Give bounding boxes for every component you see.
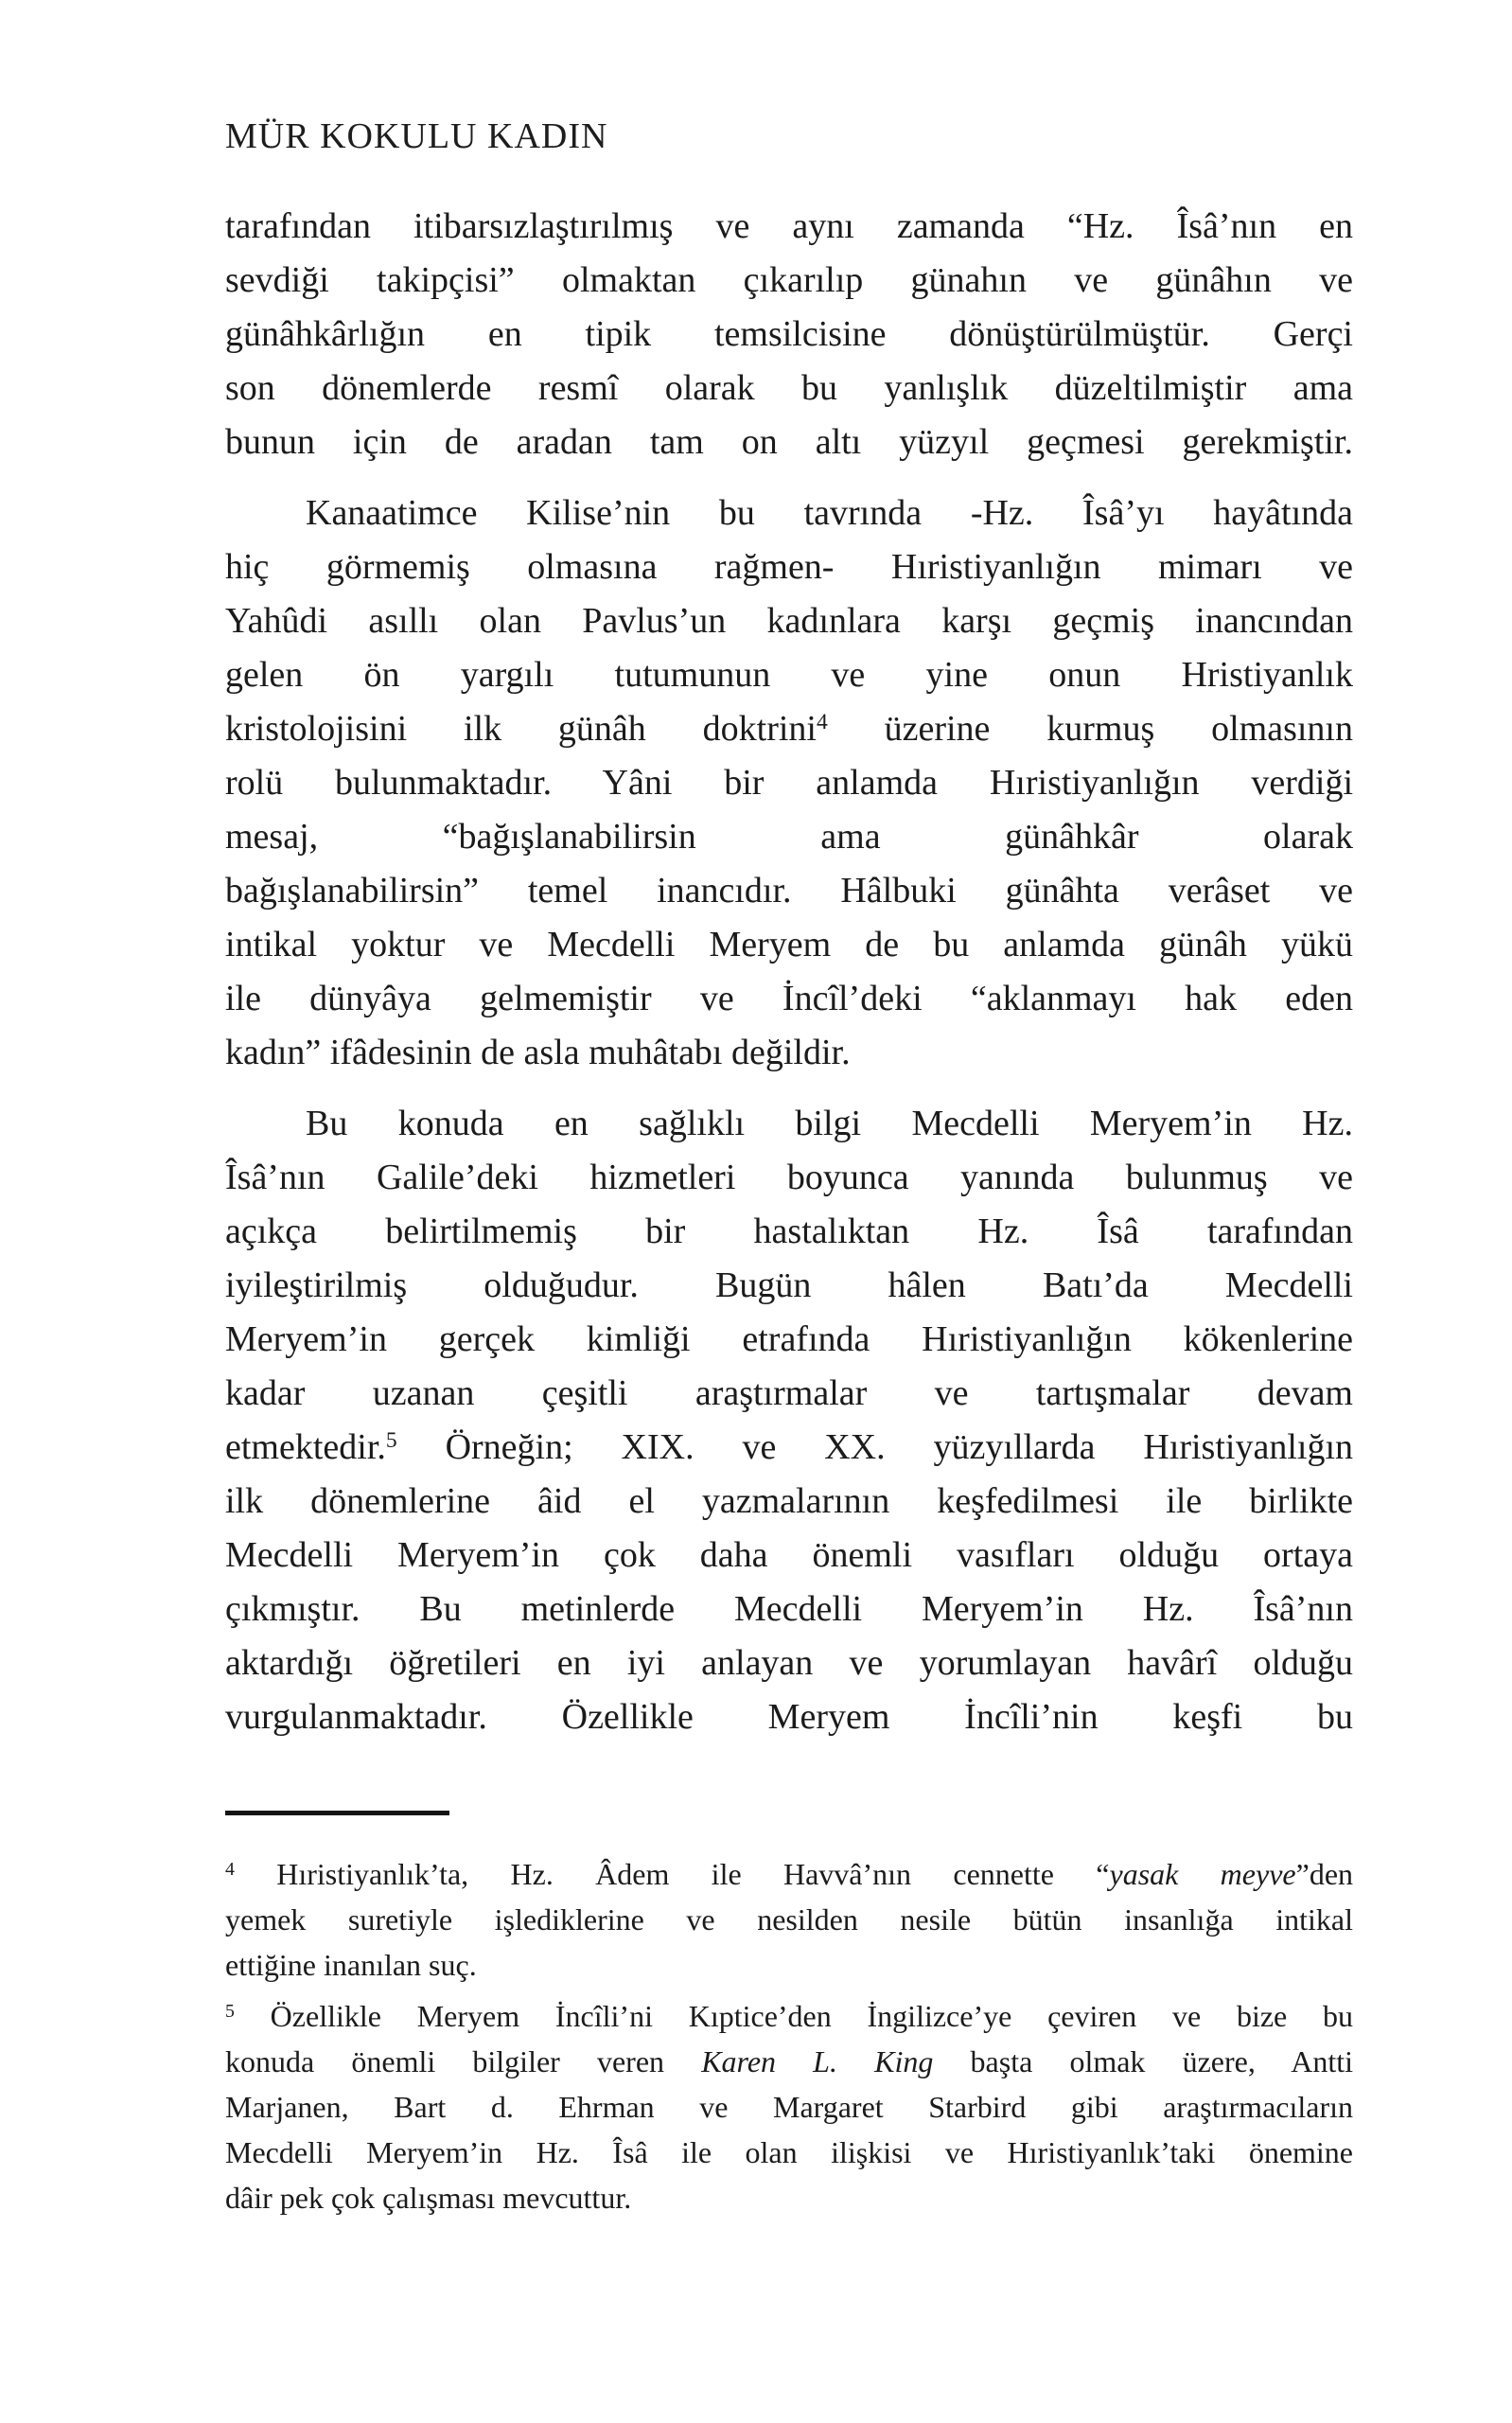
body-text-line xyxy=(225,200,1353,254)
footnote-reference-number: 4 xyxy=(816,710,828,735)
body-text-line xyxy=(225,308,1353,362)
body-text-line xyxy=(225,540,1353,594)
paragraph xyxy=(225,200,1353,469)
text-segment: ettiğine inanılan suç. xyxy=(225,1948,477,1982)
text-segment: Örneğin; XIX. ve XX. yüzyıllarda Hıristiyanlığın xyxy=(396,1427,1353,1467)
text-segment: Hıristiyanlık’ta, Hz. Âdem ile Havvâ’nın cennette “ xyxy=(234,1857,1110,1891)
body-text-line xyxy=(225,1636,1353,1690)
body-text-line xyxy=(225,1475,1353,1529)
text-segment: Îsâ’nın Galile’deki hizmetleri boyunca yanında bulunmuş ve xyxy=(225,1158,1353,1197)
text-segment: Bu konuda en sağlıklı bilgi Mecdelli Meryem’in Hz. xyxy=(306,1104,1353,1143)
text-segment: gelen ön yargılı tutumunun ve yine onun Hristiyanlık xyxy=(225,655,1353,695)
text-segment: iyileştirilmiş olduğudur. Bugün hâlen Batı’da Mecdelli xyxy=(225,1265,1353,1305)
text-segment: başta olmak üzere, Antti xyxy=(933,2044,1353,2078)
text-segment: Özellikle Meryem İncîli’ni Kıptice’den İngilizce’ye çeviren ve bize bu xyxy=(234,1999,1353,2033)
text-segment: ilk dönemlerine âid el yazmalarının keşfedilmesi ile birlikte xyxy=(225,1481,1353,1521)
text-segment: intikal yoktur ve Mecdelli Meryem de bu anlamda günâh yükü xyxy=(225,925,1353,964)
footnote-text-line xyxy=(225,2175,1353,2220)
text-segment: Marjanen, Bart d. Ehrman ve Margaret Starbird gibi araştırmacıların xyxy=(225,2090,1353,2124)
footnote xyxy=(225,1993,1353,2220)
footnote-separator xyxy=(225,1811,449,1815)
body-text-line xyxy=(225,648,1353,702)
body-text-line xyxy=(225,486,1353,540)
text-segment: ”den xyxy=(1295,1857,1353,1891)
text-segment: kadın” ifâdesinin de asla muhâtabı değildir. xyxy=(225,1033,851,1072)
text-segment: üzerine kurmuş olmasının xyxy=(827,709,1353,749)
body-text-line xyxy=(225,810,1353,864)
footnote-reference-number: 5 xyxy=(385,1428,397,1454)
footnote-text-line xyxy=(225,1897,1353,1942)
footnote-text-line xyxy=(225,1851,1353,1897)
text-segment: kristolojisini ilk günâh doktrini xyxy=(225,709,817,749)
body-text-line xyxy=(225,1259,1353,1313)
text-segment: bunun için de aradan tam on altı yüzyıl geçmesi gerekmiştir. xyxy=(225,422,1353,462)
body-text-line xyxy=(225,918,1353,972)
body-text-line xyxy=(225,1690,1353,1744)
text-segment: bağışlanabilirsin” temel inancıdır. Hâlbuki günâhta verâset ve xyxy=(225,871,1353,911)
text-segment: etmektedir. xyxy=(225,1427,386,1467)
body-text-line xyxy=(225,1367,1353,1421)
text-segment: aktardığı öğretileri en iyi anlayan ve yorumlayan havârî olduğu xyxy=(225,1643,1353,1683)
italic-text-segment: yasak meyve xyxy=(1109,1857,1296,1891)
body-text xyxy=(225,200,1353,1744)
paragraph xyxy=(225,486,1353,1080)
footnotes-section xyxy=(225,1851,1353,2220)
text-segment: kadar uzanan çeşitli araştırmalar ve tartışmalar devam xyxy=(225,1373,1353,1413)
footnote-text-line xyxy=(225,1942,1353,1988)
text-segment: Mecdelli Meryem’in Hz. Îsâ ile olan ilişkisi ve Hıristiyanlık’taki önemine xyxy=(225,2135,1353,2169)
body-text-line xyxy=(225,254,1353,308)
text-segment: rolü bulunmaktadır. Yâni bir anlamda Hıristiyanlığın verdiği xyxy=(225,763,1353,803)
text-segment: tarafından itibarsızlaştırılmış ve aynı zamanda “Hz. Îsâ’nın en xyxy=(225,206,1353,246)
text-segment: günâhkârlığın en tipik temsilcisine dönüştürülmüştür. Gerçi xyxy=(225,314,1353,354)
text-segment: hiç görmemiş olmasına rağmen- Hıristiyanlığın mimarı ve xyxy=(225,547,1353,587)
body-text-line xyxy=(225,594,1353,648)
body-text-line xyxy=(225,1151,1353,1205)
text-segment: son dönemlerde resmî olarak bu yanlışlık düzeltilmiştir ama xyxy=(225,368,1353,408)
body-text-line xyxy=(225,1529,1353,1583)
text-segment: mesaj, “bağışlanabilirsin ama günâhkâr olarak xyxy=(225,817,1353,857)
text-segment: Yahûdi asıllı olan Pavlus’un kadınlara karşı geçmiş inancından xyxy=(225,601,1353,641)
text-segment: konuda önemli bilgiler veren xyxy=(225,2044,702,2078)
body-text-line xyxy=(225,972,1353,1026)
text-segment: vurgulanmaktadır. Özellikle Meryem İncîli’nin keşfi bu xyxy=(225,1697,1353,1737)
body-text-line xyxy=(225,1313,1353,1367)
running-header: MÜR KOKULU KADIN xyxy=(225,116,608,156)
text-segment: açıkça belirtilmemiş bir hastalıktan Hz. Îsâ tarafından xyxy=(225,1212,1353,1251)
body-text-line xyxy=(225,702,1353,756)
footnote xyxy=(225,1851,1353,1988)
footnote-reference-number: 4 xyxy=(225,1859,235,1881)
body-text-line xyxy=(225,1205,1353,1259)
body-text-line xyxy=(225,1026,1353,1080)
text-segment: sevdiği takipçisi” olmaktan çıkarılıp günahın ve günâhın ve xyxy=(225,260,1353,300)
italic-text-segment: Karen L. King xyxy=(701,2044,934,2078)
footnote-text-line xyxy=(225,2039,1353,2084)
text-segment: dâir pek çok çalışması mevcuttur. xyxy=(225,2181,632,2215)
footnote-text-line xyxy=(225,1993,1353,2039)
footnote-text-line xyxy=(225,2084,1353,2130)
text-segment: yemek suretiyle işlediklerine ve nesilden nesile bütün insanlığa intikal xyxy=(225,1902,1353,1937)
body-text-line xyxy=(225,1583,1353,1636)
text-segment: Mecdelli Meryem’in çok daha önemli vasıfları olduğu ortaya xyxy=(225,1535,1353,1575)
footnote-text-line xyxy=(225,2130,1353,2175)
text-segment: Kanaatimce Kilise’nin bu tavrında -Hz. Îsâ’yı hayâtında xyxy=(306,493,1353,533)
body-text-line xyxy=(225,416,1353,469)
page-content xyxy=(225,115,1353,2220)
footnote-reference-number: 5 xyxy=(225,2001,235,2023)
body-text-line xyxy=(225,864,1353,918)
body-text-line xyxy=(225,1097,1353,1151)
text-segment: ile dünyâya gelmemiştir ve İncîl’deki “aklanmayı hak eden xyxy=(225,979,1353,1018)
body-text-line xyxy=(225,1421,1353,1475)
text-segment: çıkmıştır. Bu metinlerde Mecdelli Meryem’in Hz. Îsâ’nın xyxy=(225,1589,1353,1629)
body-text-line xyxy=(225,756,1353,810)
text-segment: Meryem’in gerçek kimliği etrafında Hıristiyanlığın kökenlerine xyxy=(225,1319,1353,1359)
body-text-line xyxy=(225,362,1353,416)
paragraph xyxy=(225,1097,1353,1744)
